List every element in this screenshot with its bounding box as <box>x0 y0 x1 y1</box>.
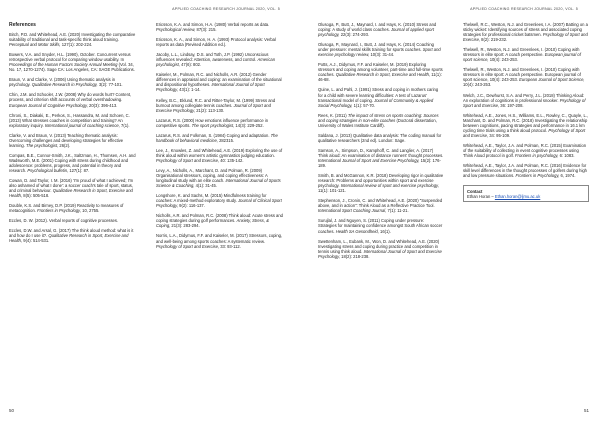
references-column-1 <box>9 22 137 249</box>
reference-entry <box>9 153 137 173</box>
reference-title: Qualitative Research in Sport, Exercise and Health, <box>9 233 129 244</box>
reference-title: European Journal of Sport Science, <box>519 77 585 83</box>
reference-lead: Quine, L. and Pahl, J. (1991) Stress and coping in mothers caring for a child with severe learning difficulties: A test of Lazarus' transactional model of coping. <box>318 87 439 103</box>
reference-lead: Stephenson, J., Cronin, C. and Whitehead, A.E. (2020) "Suspended above, and in action": Think Aloud as a Reflective Practice Tool. <box>318 198 443 209</box>
reference-title: Frontiers in psychology, <box>515 152 559 158</box>
reference-lead: Thelwell, R.C., Weston, N.J. and Greenlees, I.A. (2007) Batting on a sticky wicket: Identifying sources of stress and associated coping strategies for professional cricket batsmen. <box>463 22 588 38</box>
reference-lead: Jacoby, L.L., Lindsay, D.S. and Toth, J.P. (1992) Unconscious influences revealed: Attention, awareness, and control. <box>156 52 269 63</box>
reference-title: International Sport Coaching Journal, <box>318 208 387 214</box>
reference-entry <box>9 113 137 128</box>
reference-lead: Eccles, D. W. (2012). Verbal reports of cognitive processes. <box>9 218 119 224</box>
reference-title: Proceedings of the Human Factors Society Annual Meeting <box>9 62 118 68</box>
reference-tail: 282315. <box>217 137 235 143</box>
reference-tail: 11(1): 101-121. <box>318 188 347 194</box>
reference-tail: 8(5): 505-518. <box>22 193 50 199</box>
reference-tail: 26(2). <box>58 142 71 148</box>
reference-entry <box>156 233 284 248</box>
running-head: APPLIED COACHING RESEARCH JOURNAL 2020, VOL. 5 <box>470 7 578 11</box>
right-page <box>300 0 600 424</box>
reference-lead: Chin, J.M. and Schooler, J.W. (2008) Why do words hurt? Content, process, and criterion shift accounts of verbal overshadowing. <box>9 92 132 103</box>
reference-lead: Kaiseler, M., Polman, R.C. and Nicholls, A.R. (2012) Gender differences in appraisal and coping: an examination of the situational and dispositional hypotheses. <box>156 72 282 88</box>
contact-name: Ethan Horan – <box>467 193 495 199</box>
contact-line <box>467 194 585 199</box>
contact-box <box>463 185 589 202</box>
reference-tail: 10(3): 31-44. <box>369 52 395 58</box>
reference-tail: 3(2): 77-101. <box>97 82 123 88</box>
reference-title: International Journal of Sport Psychology, <box>156 82 265 93</box>
reference-title: The sport psychologist, <box>191 122 235 128</box>
reference-lead: Swettenham, L., Eubank, M., Won, D. and Whitehead, A.E. (2020) Investigating stress and coping during practice and competition in tennis using think aloud. <box>318 238 440 254</box>
reference-tail: 16(1). <box>378 228 391 234</box>
reference-tail: 40: 135-142. <box>219 157 244 163</box>
reference-title: International review of sport and exercise psychology, <box>340 183 439 189</box>
reference-tail: 10, 2755. <box>80 208 100 214</box>
reference-title: Perceptual and Motor Skills, <box>9 42 61 48</box>
reference-title: International Journal of Sports Science & Coaching, <box>156 178 281 189</box>
reference-entry <box>463 22 589 42</box>
reference-entry <box>9 77 137 87</box>
reference-tail: 18(2): 218-238. <box>340 253 370 259</box>
reference-entry <box>318 62 444 82</box>
reference-title: International Journal of Sport and Exercise Psychology, <box>318 157 420 163</box>
reference-title: European Journal of Cognitive Psychology, <box>9 102 88 108</box>
reference-lead: Chroni, S., Diakaki, E., Perkos, S., Hassandra, M. and Schoen, C. (2013) What stresses coaches in competition and training? An exploratory inquiry. <box>9 112 130 128</box>
reference-title: International Journal of Sport and Exercise Psychology, <box>318 248 442 259</box>
reference-title: Psychological review, <box>156 27 196 33</box>
reference-entry <box>156 213 284 228</box>
reference-entry <box>156 98 284 113</box>
reference-title: Psychology of Sport and Exercise, <box>156 243 220 249</box>
reference-lead: Levy, A., Nicholls, A., Marchant, D. and Polman, R. (2009) Organisational stressors, coping, and coping effectiveness: A longitudinal study with an elite coach. <box>156 167 268 184</box>
reference-lead: Eccles, D.W. and Arsal, G. (2017) The think aloud method: what is it and how do I use it?. <box>9 228 134 239</box>
reference-lead: Smith, B. and McGannon, K.R. (2018) Developing rigor in qualitative research: Problems and opportunities within sport and exercise psychology. <box>318 173 444 189</box>
reference-title: International journal of coaching science, <box>44 122 120 128</box>
reference-tail: 10(4): 243-253. <box>463 82 492 88</box>
reference-entry <box>463 143 589 158</box>
reference-entry <box>318 22 444 37</box>
reference-lead: Longshore, K. and Sachs, M. (2015) Mindfulness training for coaches: A mixed-method exploratory study. <box>156 193 267 204</box>
reference-list <box>156 22 284 249</box>
reference-title: Health SA Gesondheid, <box>335 228 379 234</box>
reference-entry <box>156 133 284 143</box>
reference-lead: Thelwell, R., Weston, N.J. and Greenlees, I. (2010) Coping with stressors in elite sport: A coach perspective. European journal of sport science, 10(4): 243-253. <box>463 67 581 83</box>
reference-list <box>463 22 589 178</box>
reference-entry <box>318 198 444 213</box>
reference-entry <box>156 118 284 128</box>
reference-entry <box>318 87 444 107</box>
reference-tail: 21(3): 283-294. <box>170 223 200 229</box>
reference-lead: Samson, A., Simpson, D., Kamphoff, C. and Langlier, A. (2017) Think aloud: An examination of distance runners' thought processes. <box>318 147 444 158</box>
references-column-3 <box>318 22 444 264</box>
reference-lead: Saldana, J. (2013) Qualitative data analysis: The coding manual for qualitative researchers (2nd ed). London: Sage. <box>318 132 442 143</box>
reference-entry <box>156 72 284 92</box>
page-number: 51 <box>583 408 589 413</box>
contact-heading: Contact <box>467 188 483 194</box>
reference-tail: 6: 1083. <box>558 152 575 158</box>
reference-lead: Braun, V. and Clarke, V. (2006) Using thematic analysis in psychology. <box>9 77 116 88</box>
reference-title: Frontiers in Psychology, <box>37 208 81 214</box>
reference-entry <box>318 173 444 193</box>
reference-tail: 36: 197-208. <box>499 102 524 108</box>
reference-entry <box>9 32 137 47</box>
reference-title: Psychology of Sport and Exercise, <box>463 127 586 138</box>
reference-title: European journal of sport science, <box>463 52 581 63</box>
reference-entry <box>9 92 137 107</box>
reference-lead: Clarke, V. and Braun, V. (2013) Teaching thematic analysis: Overcoming challenges and developing strategies for effective learning. <box>9 132 124 148</box>
reference-title: Journal of Clinical Sport Psychology, <box>156 198 282 209</box>
reference-entry <box>463 93 589 108</box>
reference-entry <box>463 67 589 87</box>
reference-lead: Lazarus, R.S. (2000) How emotions influence performance in competitive sports. <box>156 117 269 128</box>
reference-tail: 87(3): 215. <box>195 27 217 33</box>
reference-entry <box>9 178 137 198</box>
reference-title: Anxiety, Stress, & Coping, <box>156 218 269 229</box>
reference-title: Qualitative Research in Psychology, <box>31 82 98 88</box>
reference-lead: Lazarus, R.S. and Folkman, S. (1984) Coping and adaptation. <box>156 132 271 138</box>
reference-entry <box>156 52 284 67</box>
reference-title: The impact of stress on sports coaching: Sources and coping strategies in non-elite coaches <box>318 112 439 123</box>
reference-lead: Olusoga, P., Butt, J., Maynard, I. and Hays, K. (2010) Stress and coping: A study of world class coaches. <box>318 22 437 33</box>
reference-tail: (Doctoral dissertation, University of Wales Institute Cardiff). <box>318 117 437 128</box>
reference-entry <box>9 52 137 72</box>
reference-lead: Double, K.S. and Birney, D.P. (2019) Reactivity to measures of metacognition. <box>9 203 124 214</box>
reference-tail: 10(4): 243-253. <box>488 57 519 63</box>
reference-title: Sport and exercise psychology review, <box>318 47 441 58</box>
reference-lead: Birch, P.D. and Whitehead, A.E. (2020) Investigating the comparative suitability of traditional and task-specific think aloud training. <box>9 32 136 43</box>
reference-lead: Whitehead, A.E., Taylor, J.A. and Polman, R.C. (2015) Examination of the suitability of collecting in event cognitive processes using Think Aloud protocol in golf. <box>463 142 587 158</box>
reference-title: Psychology of Sport and Exercise, <box>463 97 586 108</box>
reference-tail: 33: 93-112. <box>219 243 241 249</box>
reference-entry <box>156 37 284 47</box>
reference-tail: 22(3): 274-293. <box>339 32 370 38</box>
reference-lead: Compas, B.E., Connor-Smith, J.K., Saltzman, H., Thomsen, A.H. and Wadsworth, M.E. (2001) Coping with stress during childhood and adolescence: problems, progress, and potential in theory and research. <box>9 152 136 173</box>
reference-tail: 20(3): 396-413. <box>87 102 118 108</box>
reference-tail: 14(3): 229-252. <box>234 122 264 128</box>
reference-tail: 9(2): 116-137. <box>178 203 205 209</box>
reference-tail: 15(2): 176-189. <box>318 157 441 169</box>
reference-lead: Lee, J., Knowles, Z. and Whitehead, A.E. (2019) Exploring the use of think aloud within women's artistic gymnastics judging education. <box>156 147 283 158</box>
reference-tail: 7(1). <box>119 122 130 128</box>
reference-lead: Whitehead, A.E., Taylor, J.A. and Polman, R.C. (2016) Evidence for skill level differences in the thought processes of golfers during high and low pressure situations. <box>463 163 587 179</box>
reference-tail: 11(1): 46-68. <box>318 72 442 83</box>
reference-title: Journal of Community & Applied Social Psychology, <box>318 97 434 108</box>
reference-entry <box>318 113 444 128</box>
reference-title: Qualitative Research in Sport, Exercise and Health, <box>9 188 133 199</box>
reference-entry <box>318 148 444 168</box>
reference-entry <box>318 218 444 233</box>
reference-lead: Surujlal, J. and Nguyen, S. (2011) Coping under pressure: Strategies for maintaining confidence amongst South African soccer coaches. <box>318 218 443 234</box>
reference-tail: 21(2): 113-130. <box>195 107 225 113</box>
reference-entry <box>156 193 284 208</box>
reference-title: Psychology of Sport and Exercise, <box>156 157 220 163</box>
reference-title: Journal of Sport and Exercise Psychology, <box>156 102 271 113</box>
reference-lead: Nicholls, A.R. and Polman, R.C. (2008) Think aloud: Acute stress and coping strategies during golf performances. <box>156 213 283 224</box>
reference-title: Qualitative Research in Sport, Exercise and Health, <box>335 72 431 78</box>
reference-tail: 43(1): 1-14. <box>178 87 201 93</box>
reference-lead: Cowan, D. and Taylor, I. M. (2016) 'I'm proud of what I achieved; I'm also ashamed of what I done': a soccer coach's tale of sport, status, and criminal behaviour. <box>9 178 134 194</box>
reference-tail: 4(1): 31-45. <box>194 183 218 189</box>
reference-entry <box>9 203 137 213</box>
reference-tail: (Vol. 34, No. 17, 1270-1274). Sage CA: Los Angeles, CA: SAGE Publications. <box>9 62 135 73</box>
reference-entry <box>463 163 589 178</box>
reference-lead: Olusoga, P., Maynard, I., Butt, J. and Hays, K. (2014) Coaching under pressure: mental skills training for sports coaches. <box>318 42 434 53</box>
reference-entry <box>9 133 137 148</box>
reference-lead: Ericsson, K.A. and Simon, H.A. (1980) Verbal reports as data. <box>156 22 270 27</box>
reference-tail: 7(1): 11-21. <box>386 208 409 214</box>
reference-title: Frontiers in Psychology, <box>515 173 560 179</box>
reference-entry <box>156 22 284 32</box>
reference-entry <box>318 42 444 57</box>
reference-lead: Kelley, B.C., Eklund, R.C. and Ritter-Taylor, M. (1999) Stress and burnout among collegiate tennis coaches. <box>156 97 276 108</box>
reference-tail: 127(1): 202-224. <box>60 42 93 48</box>
reference-tail: 47(6): 802. <box>179 62 202 68</box>
reference-lead: Whitehead, A.E., Jones, H.S., Williams, E.L., Rowley, C., Quayle, L., Marchant, D. and Polman, R.C. (2018) Investigating the relationship between cognitions, pacing strategies and performance in 16.1 km cycling time trials using a think aloud protocol. <box>463 112 589 133</box>
reference-lead: Rees, K. (2011) <box>318 112 348 118</box>
reference-tail: 9(4): 514-531. <box>22 238 50 244</box>
reference-entry <box>9 218 137 223</box>
reference-tail: 6, 1974. <box>559 173 576 179</box>
reference-entry <box>463 47 589 62</box>
reference-lead: Bowers, V.A. and Snyder, H.L. (1990), October. Concurrent versus retrospective verbal protocol for comparing window usability. In <box>9 52 131 63</box>
reference-entry <box>318 239 444 259</box>
reference-title: Psychological bulletin, <box>27 167 69 173</box>
reference-entry <box>156 168 284 188</box>
references-heading: References <box>9 22 36 28</box>
reference-lead: Thelwell, R., Weston, N.J. and Greenlees, I. (2010) Coping with stressors in elite sport: A coach perspective. <box>463 47 580 58</box>
reference-entry <box>9 228 137 243</box>
contact-email-link[interactable]: Ethan.horan@ljmu.ac.uk <box>494 193 541 199</box>
reference-entry <box>156 148 284 163</box>
references-column-4 <box>463 22 589 202</box>
reference-list <box>9 32 137 244</box>
reference-lead: Ericsson, K. A., and Simon, H. A. (1993) Protocol analysis: Verbal reports as data (Revised Addition ed.). <box>156 37 276 48</box>
reference-lead: Norris, L.A., Didymus, F.F. and Kaiseler, M. (2017) Stressors, coping, and well-being among sports coaches: A systematic review. <box>156 233 283 244</box>
reference-tail: 8(2): 219-232. <box>480 37 508 43</box>
reference-title: Journal of applied sport psychology, <box>318 27 435 38</box>
reference-entry <box>463 113 589 138</box>
reference-title: The psychologist, <box>26 142 59 148</box>
reference-tail: 34: 95-109. <box>488 132 511 138</box>
reference-tail: 127(1): 87. <box>68 167 90 173</box>
reference-lead: Welch, J.C., Dewhurst, S.A. and Perry, J.L. (2018) Thinking Aloud: An exploration of cognitions in professional snooker. <box>463 92 585 103</box>
reference-title: Psychology of Sport and Exercise, <box>463 32 588 43</box>
reference-list <box>318 22 444 259</box>
reference-entry <box>318 133 444 143</box>
page-number: 50 <box>9 408 15 413</box>
running-head: APPLIED COACHING RESEARCH JOURNAL 2020, VOL. 5 <box>172 7 280 11</box>
reference-tail: 1(1): 57-70. <box>352 102 376 108</box>
reference-title: American psychologist, <box>156 57 276 68</box>
references-column-2 <box>156 22 284 254</box>
reference-lead: Potts, A.J., Didymus, F.F. and Kaiseler, M. (2019) Exploring stressors and coping among volunteer, part-time and full-time sports coaches. <box>318 62 443 78</box>
reference-title: The handbook of behavioral medicine, <box>156 132 278 143</box>
